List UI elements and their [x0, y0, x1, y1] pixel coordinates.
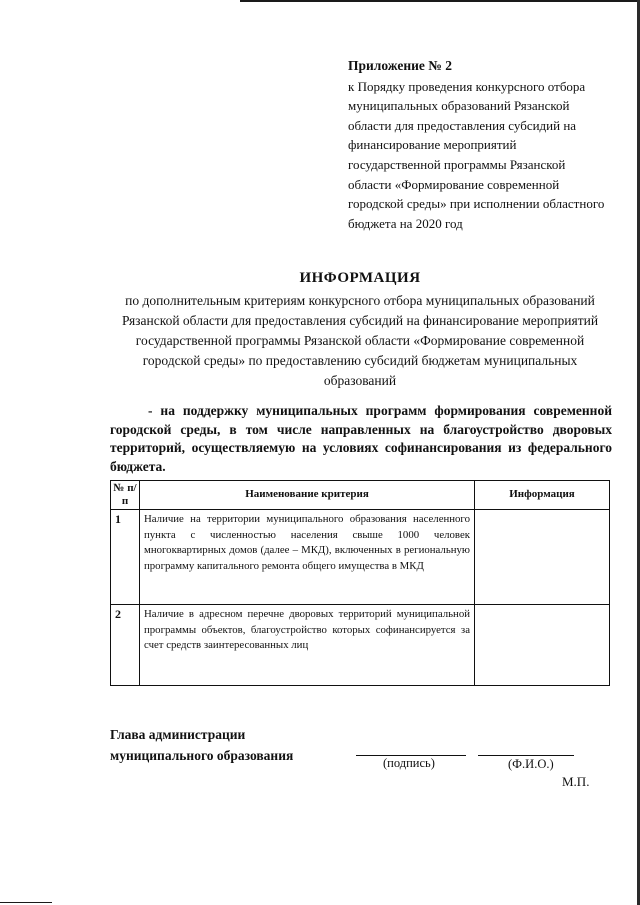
- document-heading: [110, 270, 610, 391]
- row-criterion: Наличие в адресном перечне дворовых территорий муниципальной программы объектов, благоустройство которых софинансируется за счет средств заинтересованных лиц: [140, 605, 475, 686]
- scan-border-top: [240, 0, 640, 2]
- row-info: [475, 510, 610, 605]
- table-row: [111, 605, 610, 686]
- name-line: [478, 755, 574, 756]
- row-info: [475, 605, 610, 686]
- document-title: ИНФОРМАЦИЯ: [299, 270, 421, 286]
- appendix-body: к Порядку проведения конкурсного отбора муниципальных образований Рязанской области для предоставления субсидий на финансирование мероприятий государственной программы Рязанской области «Формирование современной городской среды» при исполнении областного бюджета на 2020 год: [348, 78, 605, 231]
- stamp-label: М.П.: [562, 774, 590, 789]
- name-caption: (Ф.И.О.): [508, 757, 554, 771]
- table-row: [111, 510, 610, 605]
- criteria-table: [110, 480, 610, 686]
- signature-position-line2: муниципального образования: [110, 748, 294, 763]
- table-header-row: [111, 481, 610, 510]
- row-criterion: Наличие на территории муниципального образования населенного пункта с численностью населения свыше 1000 человек многоквартирных домов (далее – МКД), включенных в региональную программу капитального ремонта общего имущества в МКД: [140, 510, 475, 605]
- header-num: № п/п: [111, 481, 140, 510]
- signature-caption: (подпись): [383, 756, 435, 770]
- intro-paragraph: - на поддержку муниципальных программ формирования современной городской среды, в том числе направленных на благоустройство дворовых территорий, осуществляемую на условиях софинансирования из федерального бюджета.: [110, 403, 612, 474]
- row-num: 1: [111, 510, 140, 605]
- appendix-title: Приложение № 2: [348, 58, 452, 73]
- header-criterion: Наименование критерия: [140, 481, 475, 510]
- signature-position-line1: Глава администрации: [110, 727, 246, 742]
- row-num: 2: [111, 605, 140, 686]
- document-subtitle: по дополнительным критериям конкурсного отбора муниципальных образований Рязанской области для предоставления субсидий на финансирование мероприятий государственной программы Рязанской области «Формирование современной городской среды» по предоставлению субсидий бюджетам муниципальных образований: [121, 293, 599, 388]
- header-info: Информация: [475, 481, 610, 510]
- scan-border-bottom: [0, 902, 52, 903]
- appendix-block: [348, 56, 610, 233]
